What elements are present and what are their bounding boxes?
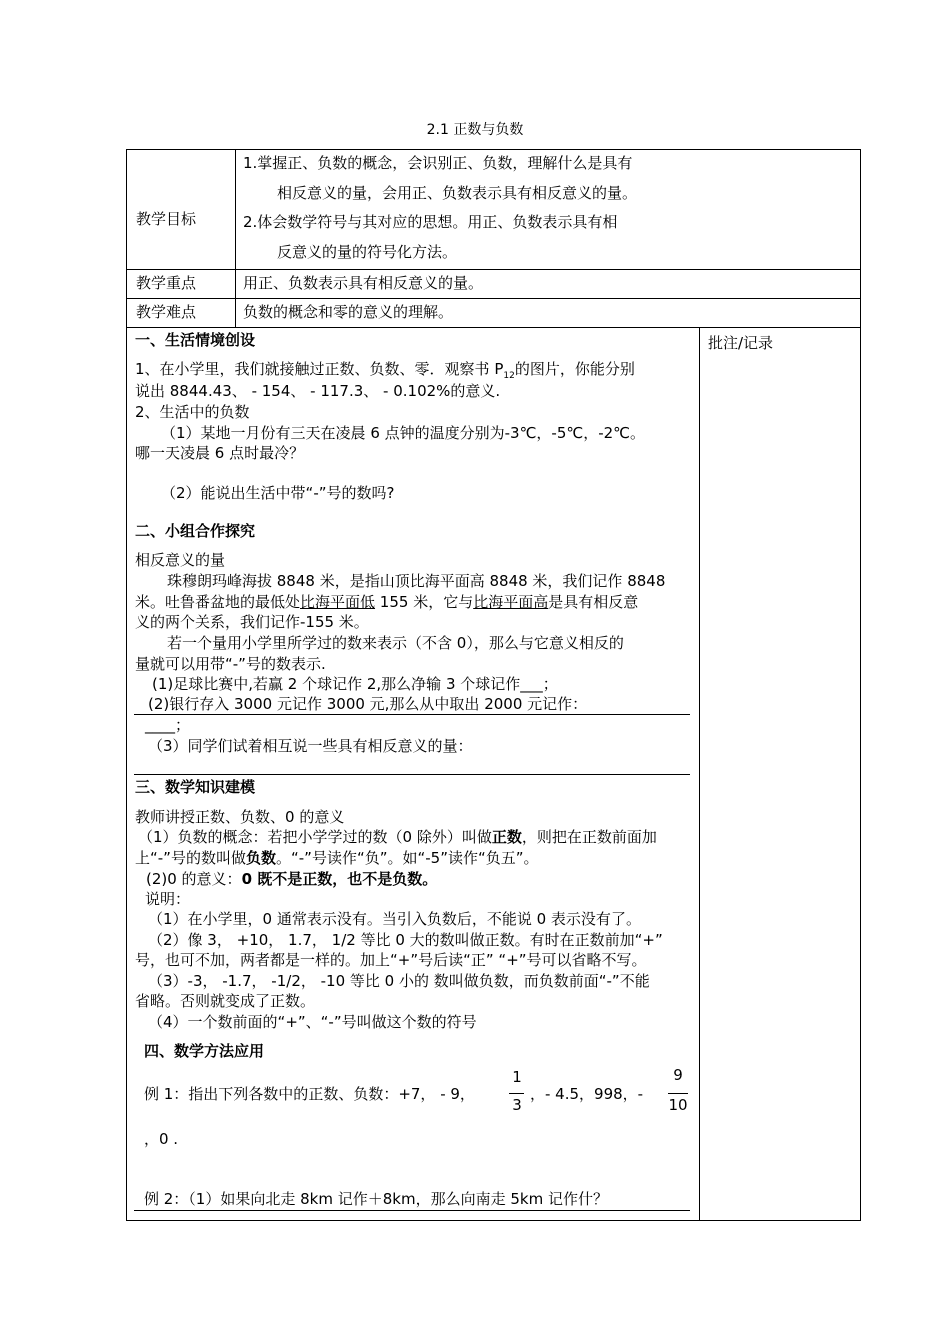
notes-label: 批注/记录 <box>708 334 774 352</box>
section2-para2-b: 量就可以用带“-”号的数表示. <box>135 655 326 673</box>
table-divider <box>126 298 861 299</box>
answer-line <box>134 714 690 715</box>
section3-n2-b: 号，也可不加，两者都是一样的。加上“+”号后读“正” “+”号可以省略不写。 <box>135 951 647 969</box>
section1-q1-line1: （1）某地一月份有三天在凌晨 6 点钟的温度分别为-3℃，-5℃，-2℃。 <box>161 424 646 442</box>
section1-q1-line2: 哪一天凌晨 6 点时最冷？ <box>135 444 305 462</box>
section2-para1-b: 米。吐鲁番盆地的最低处比海平面低 155 米，它与比海平面高是具有相反意 <box>135 593 639 611</box>
section3-c1-a: （1）负数的概念：若把小学学过的数（0 除外）叫做正数，则把在正数前面加 <box>138 828 657 846</box>
section1-p1-line2: 说出 8844.43、 - 154、 - 117.3、 - 0.102%的意义. <box>135 382 501 400</box>
section1-q2: （2）能说出生活中带“-”号的数吗? <box>161 484 395 502</box>
section2-subtitle: 相反意义的量 <box>135 551 226 569</box>
key-text: 用正、负数表示具有相反意义的量。 <box>243 274 484 292</box>
section2-para1-c: 义的两个关系，我们记作-155 米。 <box>135 613 369 631</box>
goal-line-1: 1.掌握正、负数的概念，会识别正、负数，理解什么是具有 <box>243 154 633 172</box>
section2-para1-a: 珠穆朗玛峰海拔 8848 米，是指山顶比海平面高 8848 米，我们记作 8848 <box>167 572 666 590</box>
section3-c2: (2)0 的意义：0 既不是正数，也不是负数。 <box>146 870 438 888</box>
section2-item1: (1)足球比赛中,若赢 2 个球记作 2,那么净输 3 个球记作___； <box>152 675 558 693</box>
fraction-bar <box>668 1093 688 1094</box>
section2-para2-a: 若一个量用小学里所学过的数来表示（不含 0），那么与它意义相反的 <box>167 634 624 652</box>
difficulty-label: 教学难点 <box>136 303 197 321</box>
section3-n3-b: 省略。否则就变成了正数。 <box>135 992 316 1010</box>
section3-heading: 三、数学知识建模 <box>135 778 256 796</box>
section3-note-title: 说明： <box>145 890 191 908</box>
section3-n1: （1）在小学里，0 通常表示没有。当引入负数后，不能说 0 表示没有了。 <box>148 910 641 928</box>
goal-line-3: 2.体会数学符号与其对应的思想。用正、负数表示具有相 <box>243 213 618 231</box>
section3-c1-b: 上“-”号的数叫做负数。“-”号读作“负”。如“-5”读作“负五”。 <box>135 849 539 867</box>
table-divider <box>235 149 236 328</box>
goal-line-4: 反意义的量的符号化方法。 <box>277 243 458 261</box>
section3-n2-a: （2）像 3， +10， 1.7， 1/2 等比 0 大的数叫做正数。有时在正数前加“+” <box>148 931 663 949</box>
section2-item2-tail: ____； <box>145 716 191 734</box>
table-divider <box>699 327 700 1221</box>
difficulty-text: 负数的概念和零的意义的理解。 <box>243 303 454 321</box>
page-title: 2.1 正数与负数 <box>426 122 524 138</box>
example1-text: 例 1：指出下列各数中的正数、负数：+7， - 9， <box>144 1085 475 1103</box>
section4-heading: 四、数学方法应用 <box>144 1042 265 1060</box>
example1-fraction-numerator: 9 <box>673 1066 683 1084</box>
section3-n3-a: （3）-3， -1.7， -1/2， -10 等比 0 小的 数叫做负数，而负数前面“-”不能 <box>148 972 650 990</box>
table-divider <box>126 327 861 328</box>
section3-intro: 教师讲授正数、负数、0 的意义 <box>135 808 345 826</box>
section1-heading: 一、生活情境创设 <box>135 331 256 349</box>
example1-fraction-denominator: 10 <box>668 1096 688 1114</box>
example1-tail: ，0 . <box>144 1130 179 1148</box>
section1-p2-title: 2、生活中的负数 <box>135 403 250 421</box>
answer-line <box>134 774 690 775</box>
example1-fraction-numerator: 1 <box>512 1068 522 1086</box>
goal-label: 教学目标 <box>136 210 197 228</box>
section1-p1-line1: 1、在小学里，我们就接触过正数、负数、零．观察书 $P_{12}$的图片，你能分别 <box>135 360 635 381</box>
key-label: 教学重点 <box>136 274 197 292</box>
section2-item3: （3）同学们试着相互说一些具有相反意义的量： <box>148 737 473 755</box>
example1-fraction-denominator: 3 <box>512 1096 522 1114</box>
answer-line <box>134 1210 690 1211</box>
fraction-bar <box>509 1093 524 1094</box>
goal-line-2: 相反意义的量，会用正、负数表示具有相反意义的量。 <box>277 184 638 202</box>
table-divider <box>126 269 861 270</box>
section2-item2: (2)银行存入 3000 元记作 3000 元,那么从中取出 2000 元记作： <box>148 695 588 713</box>
section2-heading: 二、小组合作探究 <box>135 522 256 540</box>
example2-text: 例 2：（1）如果向北走 8km 记作＋8km，那么向南走 5km 记作什？ <box>144 1190 608 1208</box>
example1-middle: ，- 4.5，998，- <box>530 1085 644 1103</box>
section3-n4: （4）一个数前面的“+”、“-”号叫做这个数的符号 <box>148 1013 477 1031</box>
